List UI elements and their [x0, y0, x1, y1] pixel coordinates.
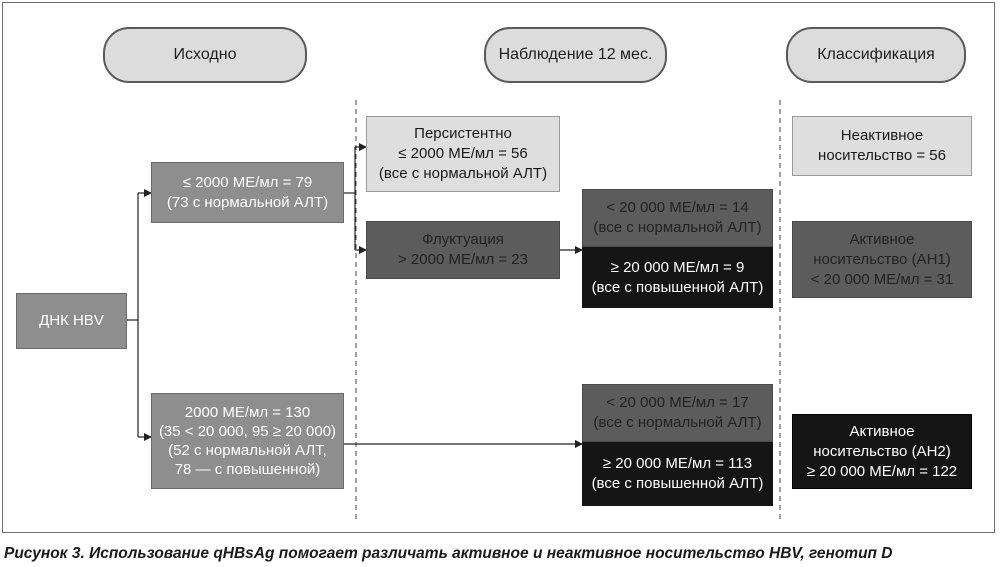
header-followup-label: Наблюдение 12 мес. — [498, 46, 653, 63]
persistent-line1: Персистентно — [414, 125, 512, 142]
header-classification — [786, 27, 966, 83]
active-ah1-line2: носительство (АН1) — [813, 250, 951, 268]
active-ah2-line1: Активное — [849, 422, 915, 440]
fluctuation-line2: > 2000 МЕ/мл = 23 — [398, 251, 528, 268]
persistent-line2: ≤ 2000 МЕ/мл = 56 — [398, 145, 528, 162]
header-followup — [484, 27, 667, 83]
root-hbv-dna — [16, 293, 127, 349]
inactive-line2: носительство = 56 — [818, 147, 946, 164]
fluctuation-box — [366, 221, 560, 279]
split-lower-high-line1: ≥ 20 000 МЕ/мл = 113 — [602, 455, 753, 472]
persistent-line3: (все с нормальной АЛТ) — [378, 165, 548, 182]
active-ah2-box — [792, 414, 972, 489]
baseline-high-line1: 2000 МЕ/мл = 130 — [184, 404, 311, 421]
active-ah1-line1: Активное — [849, 230, 915, 248]
baseline-low-line1: ≤ 2000 МЕ/мл = 79 — [182, 173, 313, 191]
split-upper-high-line1: ≥ 20 000 МЕ/мл = 9 — [610, 258, 745, 276]
persistent-box — [366, 116, 560, 192]
header-classification-label: Классификация — [817, 46, 935, 63]
baseline-high-line4: 78 — с повышенной) — [174, 461, 321, 478]
header-baseline-label: Исходно — [173, 46, 237, 63]
header-baseline — [103, 27, 307, 83]
split-lower-high-line2: (все с повышенной АЛТ) — [591, 475, 764, 492]
active-ah2-line2: носительство (АН2) — [813, 442, 951, 460]
inactive-carrier-box — [792, 116, 972, 176]
split-upper-high-line2: (все с повышенной АЛТ) — [591, 278, 764, 296]
split-upper-low-line1: < 20 000 МЕ/мл = 14 — [606, 199, 749, 216]
split-lower-low-line2: (все с нормальной АЛТ) — [593, 414, 762, 431]
split-upper-low-box — [582, 189, 773, 247]
baseline-high-box — [151, 393, 344, 489]
split-lower-low-line1: < 20 000 МЕ/мл = 17 — [606, 394, 749, 411]
baseline-high-line3: (52 с нормальной АЛТ, — [168, 442, 327, 459]
baseline-low-line2: (73 с нормальной АЛТ) — [166, 193, 329, 211]
active-ah1-line3: < 20 000 МЕ/мл = 31 — [810, 270, 954, 288]
split-lower-high-box — [582, 442, 773, 506]
split-lower-low-box — [582, 384, 773, 442]
active-ah2-line3: ≥ 20 000 МЕ/мл = 122 — [806, 462, 958, 480]
split-upper-high-box — [582, 247, 773, 308]
root-label: ДНК HBV — [39, 312, 104, 329]
baseline-high-line2: (35 < 20 000, 95 ≥ 20 000) — [158, 423, 337, 440]
baseline-low-box — [151, 162, 344, 223]
figure-caption: Рисунок 3. Использование qHBsAg помогает различать активное и неактивное носительство HBV, генотип D — [4, 545, 893, 562]
active-ah1-box — [792, 221, 972, 298]
split-upper-low-line2: (все с нормальной АЛТ) — [593, 219, 762, 236]
fluctuation-line1: Флуктуация — [422, 231, 504, 248]
inactive-line1: Неактивное — [840, 127, 924, 144]
